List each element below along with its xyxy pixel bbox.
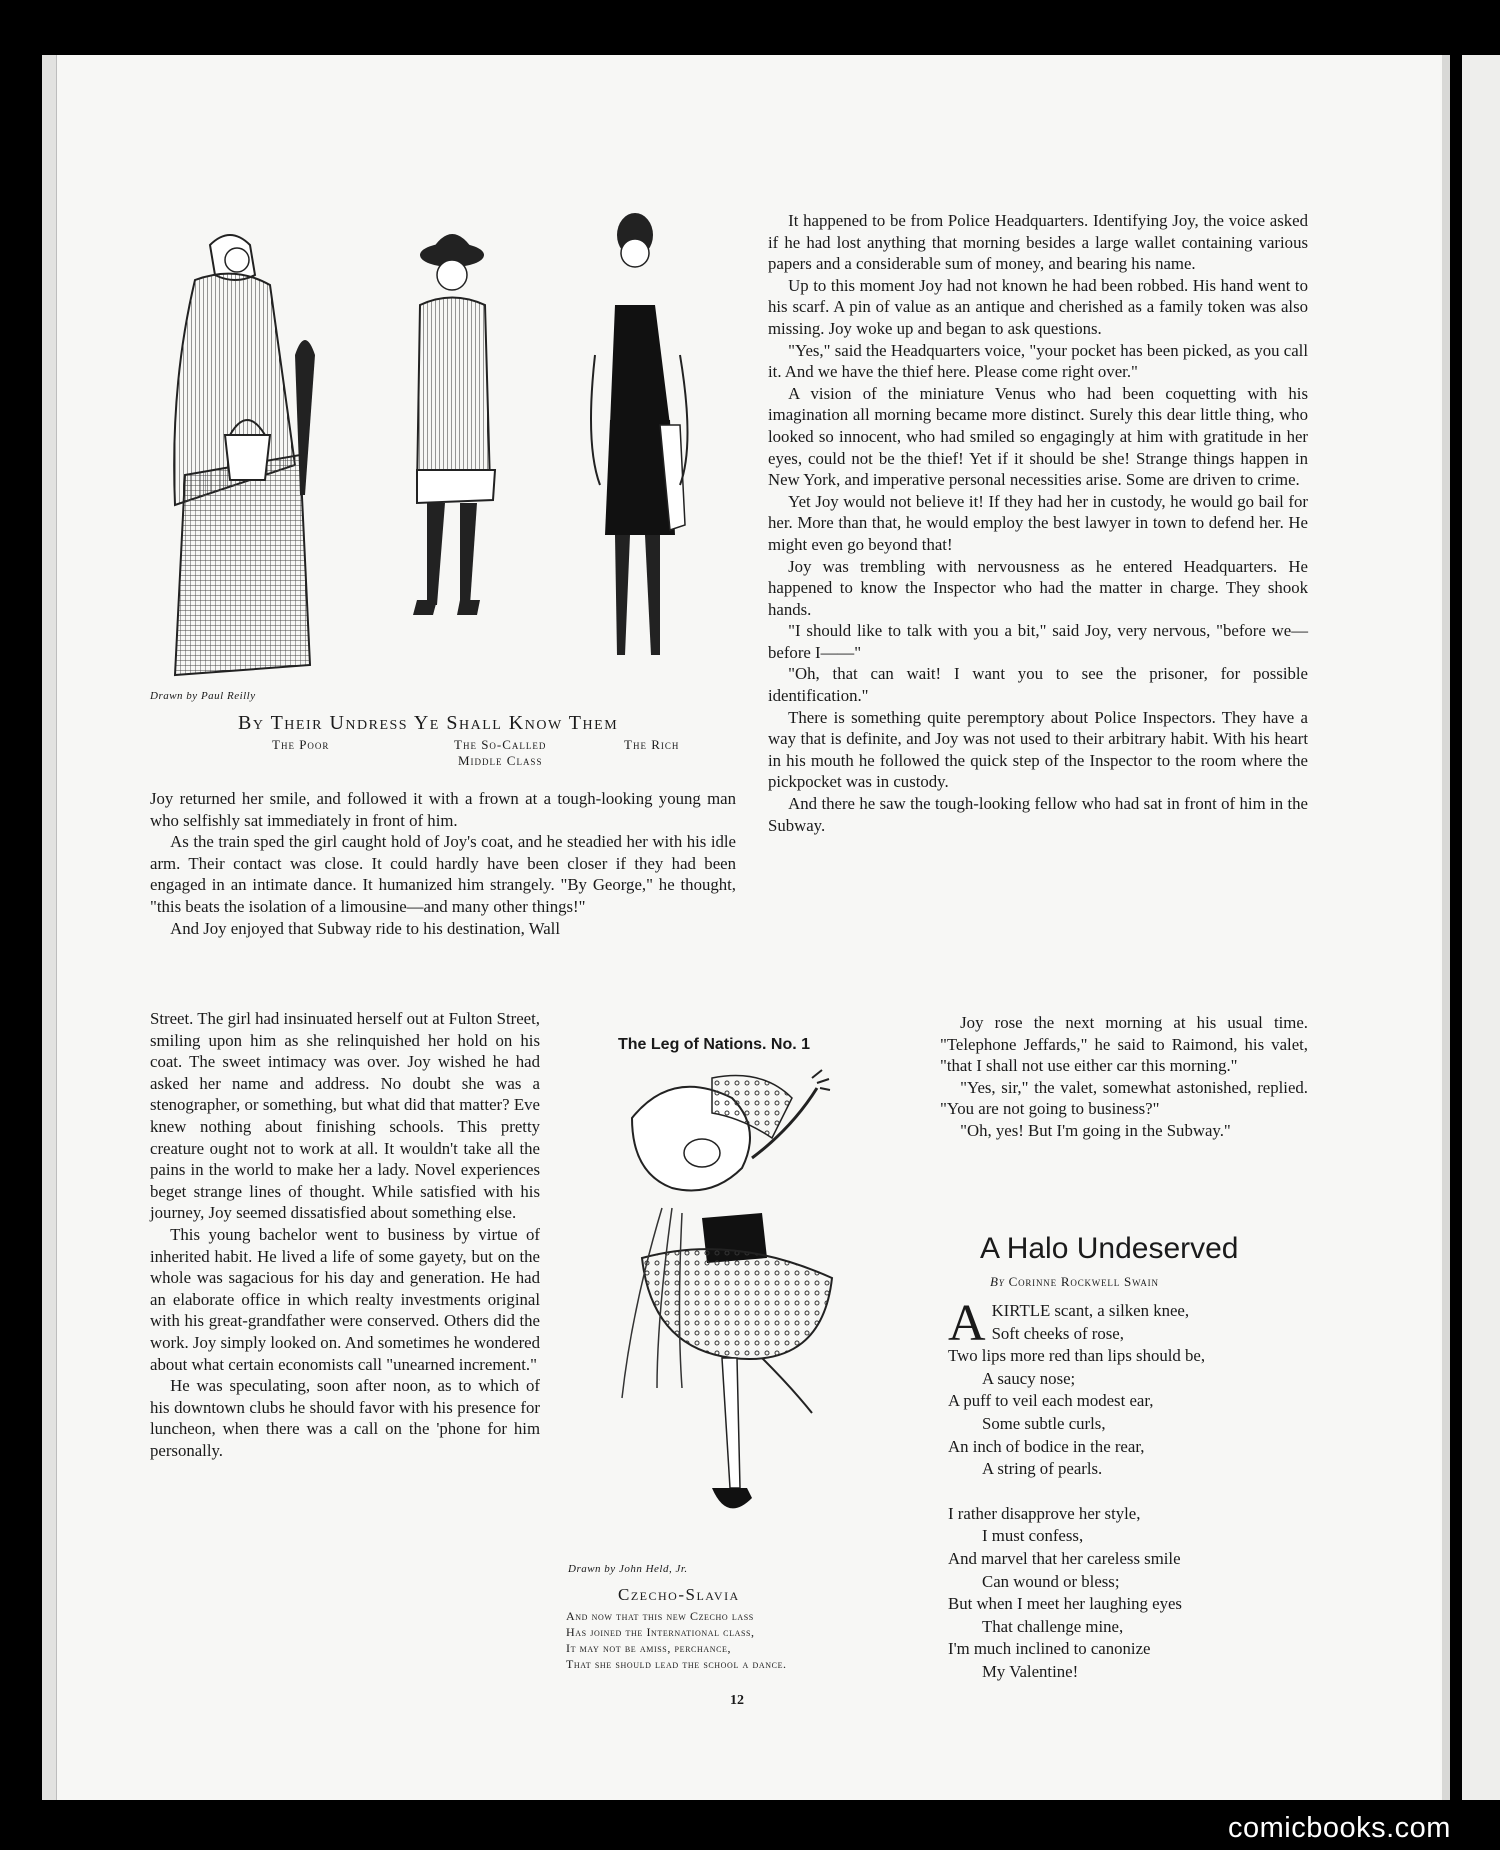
page-binding-edge — [42, 55, 57, 1800]
story-paragraph: It happened to be from Police Headquarters. Identifying Joy, the voice asked if he had lost anything that morning besides a large wallet containing various papers and a considerable sum of money, and bearing his name. — [768, 211, 1308, 274]
page-number: 12 — [730, 1693, 744, 1708]
story-paragraph: "Oh, that can wait! I want you to see the prisoner, for possible identification." — [768, 664, 1308, 706]
page-right-edge — [1442, 55, 1450, 1800]
rich-woman-figure — [591, 213, 688, 655]
site-watermark: comicbooks.com — [1228, 1812, 1451, 1844]
poem-dropcap: A — [948, 1295, 986, 1352]
poem-line: My Valentine! — [982, 1661, 1079, 1681]
story-paragraph: Joy returned her smile, and followed it with a frown at a tough-looking young man who selfishly sat immediately in front of him. — [150, 789, 736, 830]
story-right-upper — [768, 210, 1308, 836]
story-paragraph: Street. The girl had insinuated herself out at Fulton Street, smiling upon him as she relinquished her hold on his coat. The sweet intimacy was over. Joy wished he had asked her name and address. No doubt she was a stenographer, or something, but what did that matter? Eve knew nothing about finishing schools. This pretty creature ought not to work at all. It wouldn't take all the pains in the world to make her a lady. Novel experiences beget strange lines of thought. While satisfied with his journey, Joy seemed dissatisfied about something else. — [150, 1009, 540, 1223]
story-right-lower — [940, 1012, 1308, 1142]
poem-line: And marvel that her careless smile — [948, 1548, 1181, 1568]
poem-line: Some subtle curls, — [982, 1413, 1106, 1433]
poem-line: I must confess, — [982, 1526, 1084, 1546]
verse-line: And now that this new Czecho lass — [566, 1609, 754, 1623]
illustration-caption-title: By Their Undress Ye Shall Know Them — [238, 712, 619, 734]
fashion-illustration — [155, 205, 755, 695]
story-paragraph: And Joy enjoyed that Subway ride to his destination, Wall — [170, 918, 561, 938]
poem-line: That challenge mine, — [982, 1616, 1124, 1636]
poem-line: A string of pearls. — [982, 1459, 1103, 1479]
poem-line: A saucy nose; — [982, 1368, 1076, 1388]
poor-woman-figure — [174, 235, 315, 675]
verse-line: It may not be amiss, perchance, — [566, 1641, 732, 1655]
poem-line: Two lips more red than lips should be, — [948, 1346, 1206, 1366]
poem-title: A Halo Undeserved — [980, 1232, 1239, 1265]
story-paragraph: A vision of the miniature Venus who had been coquetting with his imagination all morning became more distinct. Surely this dear little thing, who looked so innocent, who had smiled so engagingly at him with gratitude in her eyes, could not be the thief! Yet if it should be she! Strange things happen in New York, and imperative personal necessities arise. Some are driven to crime. — [768, 383, 1308, 490]
story-paragraph: This young bachelor went to business by virtue of inherited habit. He lived a life of some gayety, but on the whole was sagacious for his day and generation. He had an elaborate office in which realty investments original with his great-grandfather were conserved. Others did the work. Joy simply looked on. And sometimes he wondered about what certain economists call "unearned increment." — [150, 1224, 540, 1374]
poem-body — [948, 1295, 1308, 1684]
poem-line: Can wound or bless; — [982, 1571, 1120, 1591]
story-paragraph: "I should like to talk with you a bit," said Joy, very nervous, "before we—before I——" — [768, 621, 1308, 662]
story-paragraph: He was speculating, soon after noon, as to which of his downtown clubs he should favor with his presence for luncheon, when there was a call on the 'phone for him personally. — [150, 1376, 540, 1460]
caption-label-middle-class — [454, 737, 546, 769]
cartoon-verse — [566, 1608, 787, 1672]
illustration-credit: Drawn by Paul Reilly — [150, 690, 256, 702]
poem-byline — [990, 1274, 1159, 1290]
cartoon-subtitle: Czecho-Slavia — [618, 1585, 740, 1604]
story-paragraph: There is something quite peremptory about Police Inspectors. They have a way that is definite, and Joy was not used to their arbitrary habit. With his heart in his mouth he followed the quick step of the Inspector to the room where the pickpocket was in custody. — [768, 707, 1308, 792]
story-paragraph: And there he saw the tough-looking fellow who had sat in front of him in the Subway. — [768, 794, 1308, 835]
caption-label-rich: The Rich — [624, 737, 680, 752]
story-paragraph: "Yes, sir," the valet, somewhat astonished, replied. "You are not going to business?" — [940, 1077, 1308, 1119]
story-paragraph: Joy was trembling with nervousness as he entered Headquarters. He happened to know the Inspector who had the matter in charge. They shook hands. — [768, 556, 1308, 619]
poem-first-line-text: KIRTLE scant, a silken knee, — [991, 1301, 1190, 1320]
story-left-upper — [150, 788, 736, 939]
story-paragraph: Up to this moment Joy had not known he had been robbed. His hand went to his scarf. A pin of value as an antique and cherished as a family token was also missing. Joy woke up and began to ask questions. — [768, 275, 1308, 338]
cartoon-credit: Drawn by John Held, Jr. — [568, 1563, 688, 1575]
poem-author: Corinne Rockwell Swain — [1008, 1274, 1159, 1289]
poem-line: I'm much inclined to canonize — [948, 1639, 1151, 1659]
poem-byline-by: By — [990, 1274, 1005, 1289]
verse-line: That she should lead the school a dance. — [566, 1657, 787, 1671]
poem-line: But when I meet her laughing eyes — [948, 1594, 1182, 1614]
dancer-illustration — [562, 1058, 902, 1558]
cartoon-title: The Leg of Nations. No. 1 — [618, 1036, 811, 1053]
poem-line: Soft cheeks of rose, — [991, 1323, 1124, 1343]
caption-label-poor: The Poor — [272, 737, 330, 752]
poem-line: An inch of bodice in the rear, — [948, 1436, 1145, 1456]
middle-class-woman-figure — [413, 234, 495, 615]
story-paragraph: Yet Joy would not believe it! If they had her in custody, he would go bail for her. More than that, he would employ the best lawyer in town to defend her. He might even go beyond that! — [768, 491, 1308, 554]
story-paragraph: "Yes," said the Headquarters voice, "your pocket has been picked, as you call it. And we have the thief here. Please come right over." — [768, 340, 1308, 382]
story-paragraph: Joy rose the next morning at his usual time. "Telephone Jeffards," he said to Raimond, his valet, "that I shall not use either car this morning." — [940, 1013, 1308, 1076]
story-paragraph: As the train sped the girl caught hold of Joy's coat, and he steadied her with his idle arm. Their contact was close. It could hardly have been closer if they had been engaged in an intimate dance. It humanized him strangely. "By George," he thought, "this beats the isolation of a limousine—and many other things!" — [150, 832, 736, 916]
poem-line: I rather disapprove her style, — [948, 1503, 1141, 1523]
verse-line: Has joined the International class, — [566, 1625, 755, 1639]
next-page-strip — [1462, 55, 1500, 1800]
story-paragraph: "Oh, yes! But I'm going in the Subway." — [960, 1120, 1231, 1140]
story-left-lower — [150, 1008, 540, 1461]
caption-label-middle-line-1: The So-Called — [454, 737, 547, 752]
stanza-break — [948, 1481, 1308, 1503]
caption-label-middle-line-2: Middle Class — [457, 753, 543, 768]
poem-line: A puff to veil each modest ear, — [948, 1391, 1154, 1411]
